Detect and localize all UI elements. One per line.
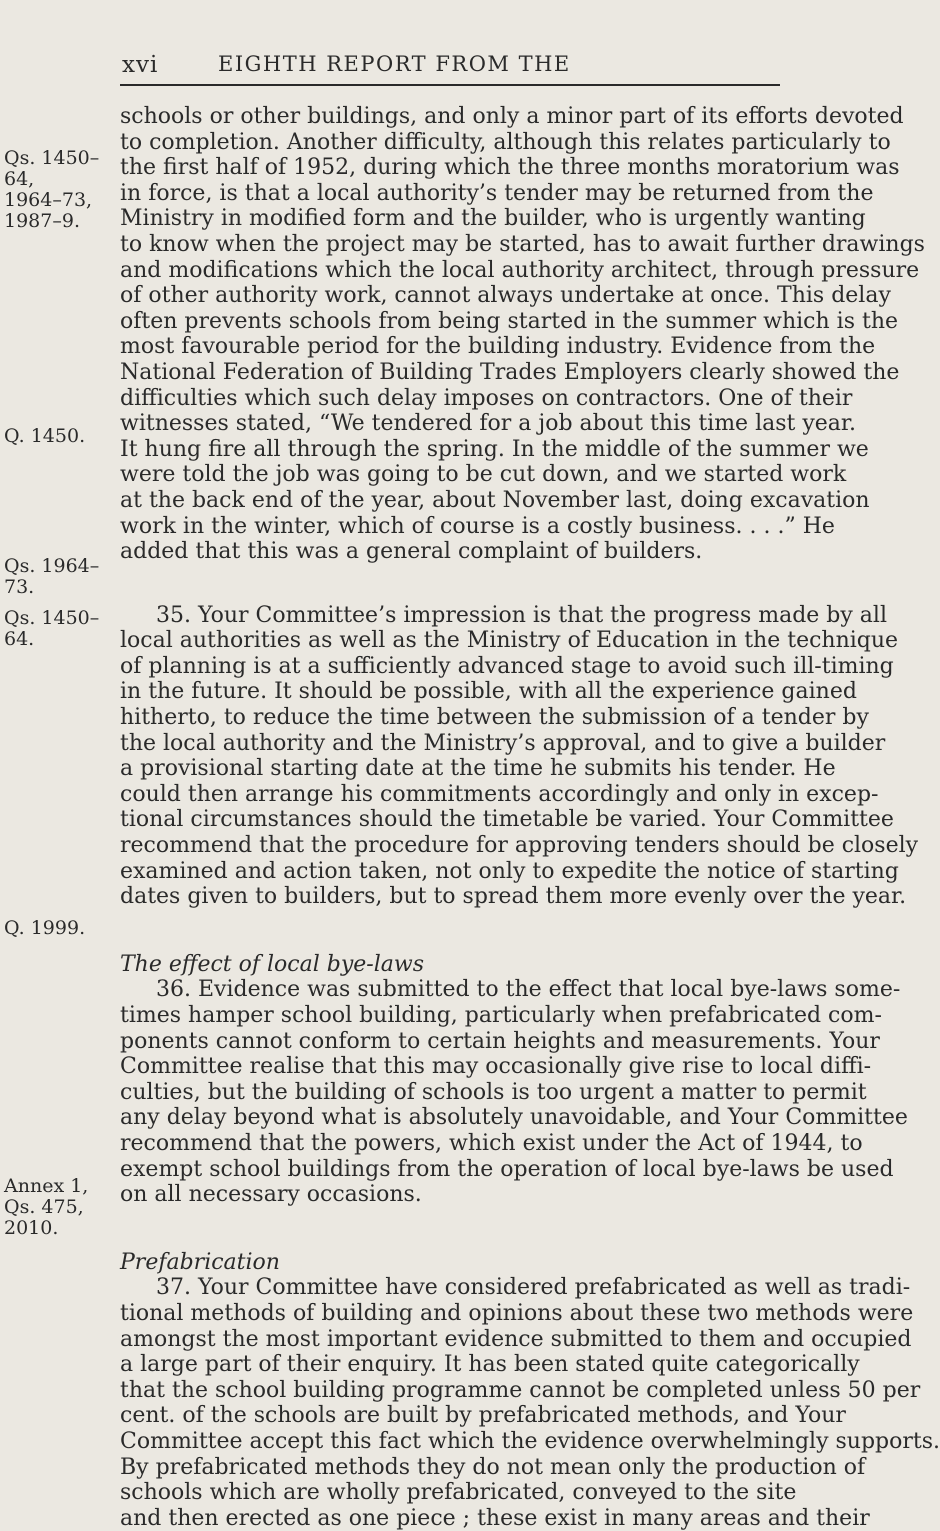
text-line: recommend that the powers, which exist under the Act of 1944, to	[120, 1130, 863, 1156]
text-line: recommend that the procedure for approving tenders should be closely	[120, 833, 919, 859]
text-line: 36. Evidence was submitted to the effect that local bye-laws some-	[156, 977, 901, 1003]
text-line: a provisional starting date at the time he submits his tender. He	[120, 756, 836, 782]
text-line: 35. Your Committee’s impression is that the progress made by all	[156, 602, 887, 628]
section-heading: The effect of local bye-laws	[120, 951, 425, 977]
header-rule	[120, 84, 780, 86]
text-line: tional circumstances should the timetable be varied. Your Committee	[120, 807, 894, 833]
margin-note: Qs. 1964–73.	[4, 555, 100, 598]
text-line: amongst the most important evidence submitted to them and occupied	[120, 1326, 912, 1352]
text-line: in the future. It should be possible, with all the experience gained	[120, 679, 857, 705]
text-line: schools which are wholly prefabricated, conveyed to the site	[120, 1480, 797, 1506]
text-line: exempt school buildings from the operation of local bye-laws be used	[120, 1156, 894, 1182]
text-line: By prefabricated methods they do not mean only the production of	[120, 1454, 866, 1480]
text-line: in force, is that a local authority’s tender may be returned from the	[120, 180, 874, 206]
text-line: It hung fire all through the spring. In the middle of the summer we	[120, 436, 869, 462]
text-line: dates given to builders, but to spread them more evenly over the year.	[120, 884, 907, 910]
text-line: the first half of 1952, during which the three months moratorium was	[120, 155, 900, 181]
text-line: and modifications which the local authority architect, through pressure	[120, 257, 920, 283]
text-line: tional methods of building and opinions about these two methods were	[120, 1300, 914, 1326]
text-line: examined and action taken, not only to expedite the notice of starting	[120, 858, 899, 884]
text-line: Ministry in modified form and the builder, who is urgently wanting	[120, 206, 866, 232]
text-line: often prevents schools from being started in the summer which is the	[120, 308, 899, 334]
section-prefabrication	[120, 1249, 940, 1531]
text-line: ponents cannot conform to certain heights and measurements. Your	[120, 1028, 880, 1054]
text-line: of planning is at a sufficiently advanced stage to avoid such ill-timing	[120, 653, 894, 679]
margin-note: Annex 1, Qs. 475, 2010.	[4, 1175, 89, 1239]
text-line: local authorities as well as the Ministry of Education in the technique	[120, 628, 899, 654]
text-line: most favourable period for the building industry. Evidence from the	[120, 334, 876, 360]
text-line: at the back end of the year, about November last, doing excavation	[120, 487, 870, 513]
text-line: the local authority and the Ministry’s approval, and to give a builder	[120, 730, 886, 756]
paragraph-34-continued	[120, 104, 925, 565]
text-line: to completion. Another difficulty, although this relates particularly to	[120, 129, 891, 155]
text-line: difficulties which such delay imposes on contractors. One of their	[120, 385, 853, 411]
text-line: could then arrange his commitments accordingly and only in excep-	[120, 781, 879, 807]
section-heading: Prefabrication	[120, 1249, 280, 1275]
text-line: hitherto, to reduce the time between the submission of a tender by	[120, 705, 869, 731]
text-line: 37. Your Committee have considered prefabricated as well as tradi-	[156, 1275, 911, 1301]
text-line: of other authority work, cannot always undertake at once. This delay	[120, 283, 891, 309]
page-header	[0, 46, 800, 86]
text-line: any delay beyond what is absolutely unavoidable, and Your Committee	[120, 1105, 908, 1131]
margin-note: Qs. 1450–64.	[4, 607, 100, 650]
text-line: times hamper school building, particularly when prefabricated com-	[120, 1003, 882, 1028]
text-line: culties, but the building of schools is too urgent a matter to permit	[120, 1079, 867, 1105]
text-line: on all necessary occasions.	[120, 1182, 422, 1208]
text-line: a large part of their enquiry. It has been stated quite categorically	[120, 1352, 860, 1378]
text-line: to know when the project may be started, has to await further drawings	[120, 231, 925, 257]
text-line: cent. of the schools are built by prefabricated methods, and Your	[120, 1403, 846, 1429]
text-line: National Federation of Building Trades Employers clearly showed the	[120, 359, 900, 385]
paragraph-35	[120, 602, 919, 910]
margin-note: Q. 1999.	[4, 917, 86, 939]
running-title: EIGHTH REPORT FROM THE	[218, 52, 571, 76]
text-line: were told the job was going to be cut down, and we started work	[120, 462, 847, 488]
text-line: work in the winter, which of course is a costly business. . . .” He	[120, 513, 835, 539]
text-line: and then erected as one piece ; these exist in many areas and their	[120, 1505, 870, 1531]
section-bye-laws	[120, 951, 908, 1208]
text-line: witnesses stated, “We tendered for a job about this time last year.	[120, 411, 857, 437]
margin-note: Qs. 1450–64, 1964–73, 1987–9.	[4, 147, 100, 232]
margin-note: Q. 1450.	[4, 425, 86, 447]
text-line: added that this was a general complaint of builders.	[120, 539, 703, 565]
text-line: schools or other buildings, and only a minor part of its efforts devoted	[120, 104, 904, 129]
report-body	[120, 104, 940, 1531]
text-line: Committee realise that this may occasionally give rise to local diffi-	[120, 1054, 872, 1080]
text-line: that the school building programme cannot be completed unless 50 per	[120, 1377, 921, 1403]
text-line: Committee accept this fact which the evidence overwhelmingly supports.	[120, 1428, 940, 1454]
page-number: xvi	[122, 52, 159, 78]
